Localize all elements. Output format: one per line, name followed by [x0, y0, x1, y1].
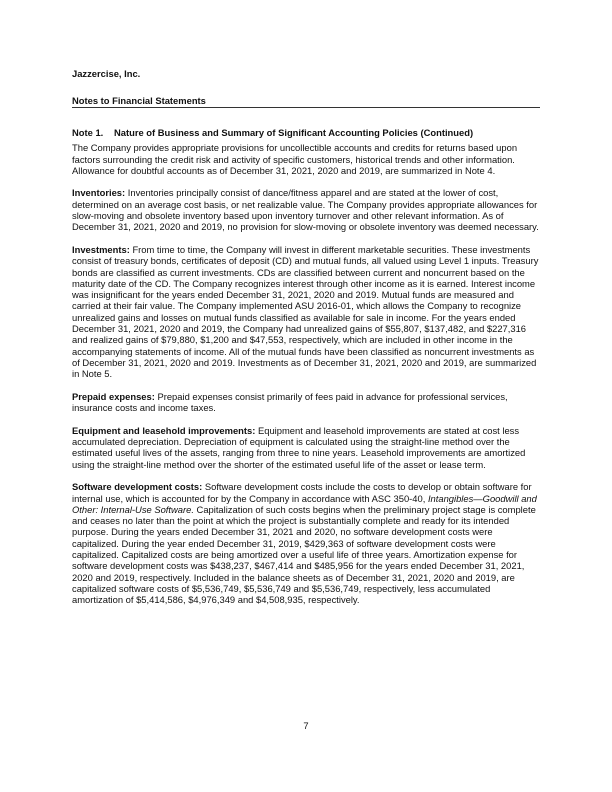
equipment-label: Equipment and leasehold improvements: [72, 424, 256, 436]
note-title: Nature of Business and Summary of Significant Accounting Policies (Continued) [114, 127, 474, 138]
software-standard-title: Intangibles—Goodwill and Other: Internal-Use Software. [72, 492, 537, 515]
paragraph-software [72, 481, 540, 605]
allowance-text: The Company provides appropriate provisions for uncollectible accounts and credits for returns based upon factors surrounding the credit risk and activity of specific customers, historical trends and other information. Allowance for doubtful accounts as of December 31, 2021, 2020 and 2019, are summarized in Note 4. [72, 142, 518, 176]
notes-body [72, 127, 540, 617]
header-divider [72, 107, 540, 108]
software-text-b: Capitalization of such costs begins when the preliminary project stage is complete and ceases no later than the point at which the project is substantially complete and ready for its intended purpose. During the years ended December 31, 2021 and 2020, no software development costs were capitalized. During the year ended December 31, 2019, $429,363 of software development costs were capitalized. Capitalized costs are being amortized over a useful life of three years. Amortization expense for software development costs was $438,237, $467,414 and $485,956 for the years ended December 31, 2021, 2020 and 2019, respectively. Included in the balance sheets as of December 31, 2021, 2020 and 2019, are capitalized software costs of $5,536,749, $5,536,749 and $5,536,749, respectively, less accumulated amortization of $5,414,586, $4,976,349 and $4,508,935, respectively. [72, 503, 536, 606]
equipment-text: Equipment and leasehold improvements are stated at cost less accumulated depreciation. Depreciation of equipment is calculated using the straight-line method over the estimated useful lives of the assets, ranging from three to nine years. Leasehold improvements are amortized using the straight-line method over the shorter of the estimated useful life of the asset or lease term. [72, 424, 526, 470]
page-number: 7 [303, 720, 309, 731]
section-title: Notes to Financial Statements [72, 95, 206, 106]
note-number: Note 1. [72, 127, 104, 138]
software-label: Software development costs: [72, 481, 203, 493]
paragraph-prepaid [72, 391, 540, 414]
company-name: Jazzercise, Inc. [72, 68, 141, 79]
paragraph-allowance [72, 142, 540, 176]
note-heading [72, 127, 540, 138]
prepaid-label: Prepaid expenses: [72, 390, 155, 402]
paragraph-inventories [72, 187, 540, 232]
paragraph-equipment [72, 425, 540, 470]
inventories-label: Inventories: [72, 187, 126, 199]
inventories-text: Inventories principally consist of dance/fitness apparel and are stated at the lower of cost, determined on an average cost basis, or net realizable value. The Company provides appropriate allowances for slow-moving and obsolete inventory based upon inventory turnover and other relevant information. As of December 31, 2021, 2020 and 2019, no provision for slow-moving or obsolete inventory was deemed necessary. [72, 187, 539, 233]
investments-label: Investments: [72, 243, 130, 255]
software-text-a: Software development costs include the costs to develop or obtain software for internal use, which is accounted for by the Company in accordance with ASC 350-40, [72, 481, 532, 504]
prepaid-text: Prepaid expenses consist primarily of fees paid in advance for professional services, insurance costs and income taxes. [72, 390, 508, 414]
investments-text: From time to time, the Company will invest in different marketable securities. These investments consist of treasury bonds, certificates of deposit (CD) and mutual funds, all valued using Level 1 inputs. Treasury bonds are classified as current investments. CDs are classified between current and noncurrent based on the maturity date of the CD. The Company recognizes interest through other income as it is earned. Interest income was insignificant for the years ended December 31, 2021, 2020 and 2019. Mutual funds are measured and carried at their fair value. The Company implemented ASU 2016-01, which allows the Company to recognize unrealized gains and losses on mutual funds classified as available for sale in income. For the years ended December 31, 2021, 2020 and 2019, the Company had unrealized gains of $55,807, $137,482, and $227,316 and realized gains of $79,880, $1,200 and $47,553, respectively, which are included in other income in the accompanying statements of income. All of the mutual funds have been classified as noncurrent investments as of December 31, 2021, 2020 and 2019. Investments as of December 31, 2021, 2020 and 2019, are summarized in Note 5. [72, 243, 539, 380]
paragraph-investments [72, 244, 540, 380]
